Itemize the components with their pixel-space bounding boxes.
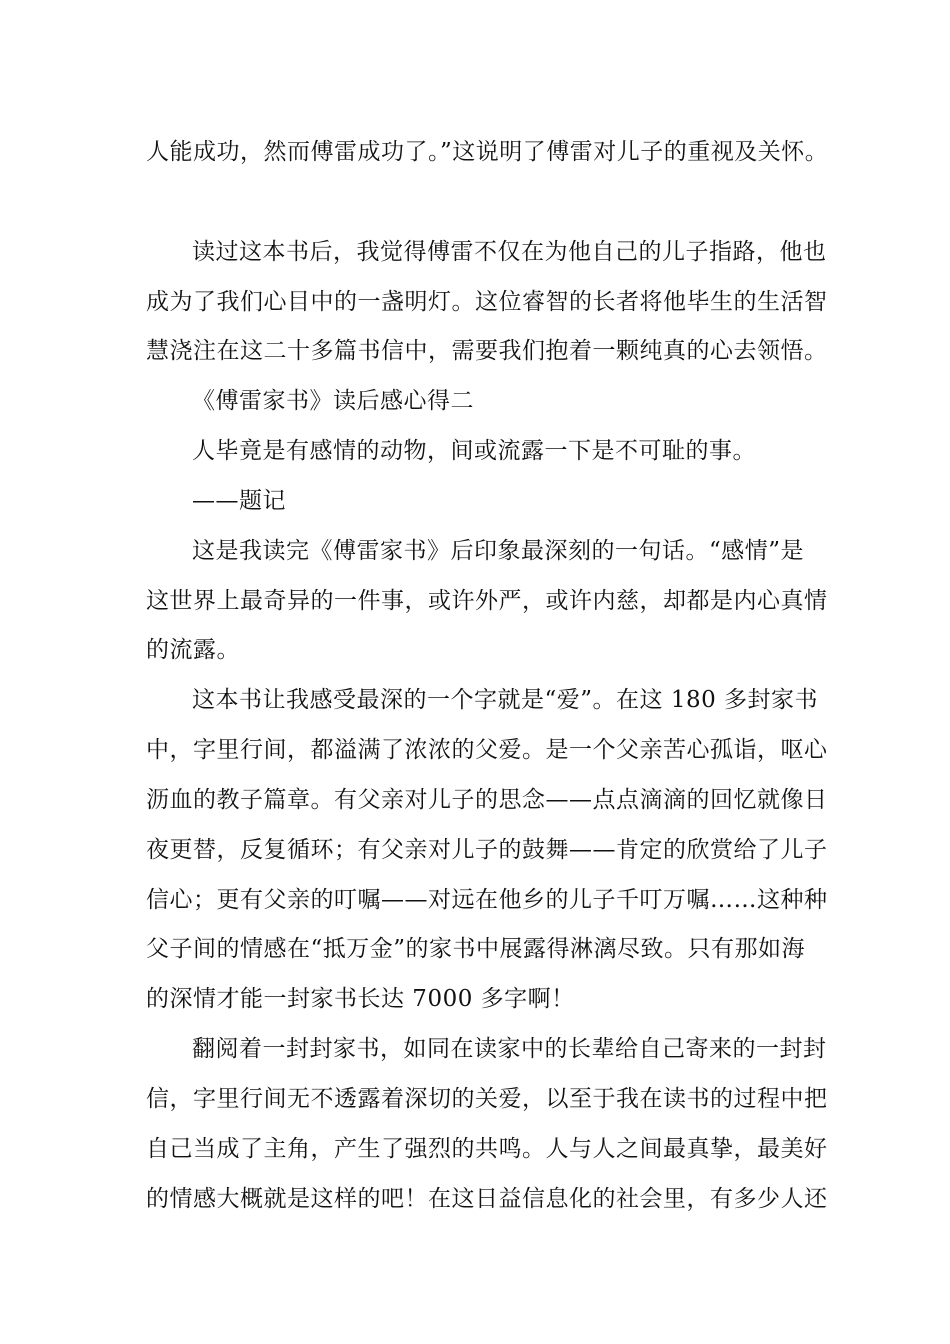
text-line: 人能成功，然而傅雷成功了。”这说明了傅雷对儿子的重视及关怀。 [146,139,829,165]
section-title: 《傅雷家书》读后感心得二 [192,388,474,414]
text-line: 这世界上最奇异的一件事，或许外严，或许内慈，却都是内心真情 [146,588,828,614]
text-line: 成为了我们心目中的一盏明灯。这位睿智的长者将他毕生的生活智 [146,289,828,315]
text-line: 翻阅着一封封家书，如同在读家中的长辈给自己寄来的一封封 [192,1036,827,1062]
text-line: 父子间的情感在“抵万金”的家书中展露得淋漓尽致。只有那如海 [146,936,806,962]
text-line: 自己当成了主角，产生了强烈的共鸣。人与人之间最真挚，最美好 [146,1136,828,1162]
text-line: 这是我读完《傅雷家书》后印象最深刻的一句话。“感情”是 [192,538,805,564]
text-line: 的情感大概就是这样的吧！在这日益信息化的社会里，有多少人还 [146,1186,828,1212]
text-line: 这本书让我感受最深的一个字就是“爱”。在这 180 多封家书 [192,687,819,713]
text-line: 慧浇注在这二十多篇书信中，需要我们抱着一颗纯真的心去领悟。 [146,338,828,364]
epigraph: 人毕竟是有感情的动物，间或流露一下是不可耻的事。 [192,438,756,464]
text-line: 夜更替，反复循环；有父亲对儿子的鼓舞——肯定的欣赏给了儿子 [146,837,828,863]
text-line: 沥血的教子篇章。有父亲对儿子的思念——点点滴滴的回忆就像日 [146,787,828,813]
text-line: 的流露。 [146,637,240,663]
text-line: 中，字里行间，都溢满了浓浓的父爱。是一个父亲苦心孤诣，呕心 [146,737,828,763]
text-line: 的深情才能一封家书长达 7000 多字啊！ [146,986,575,1012]
text-line: 信心；更有父亲的叮嘱——对远在他乡的儿子千叮万嘱……这种种 [146,887,828,913]
epigraph-attribution: ——题记 [192,488,286,514]
text-line: 读过这本书后，我觉得傅雷不仅在为他自己的儿子指路，他也 [192,239,827,265]
text-line: 信，字里行间无不透露着深切的关爱，以至于我在读书的过程中把 [146,1086,828,1112]
